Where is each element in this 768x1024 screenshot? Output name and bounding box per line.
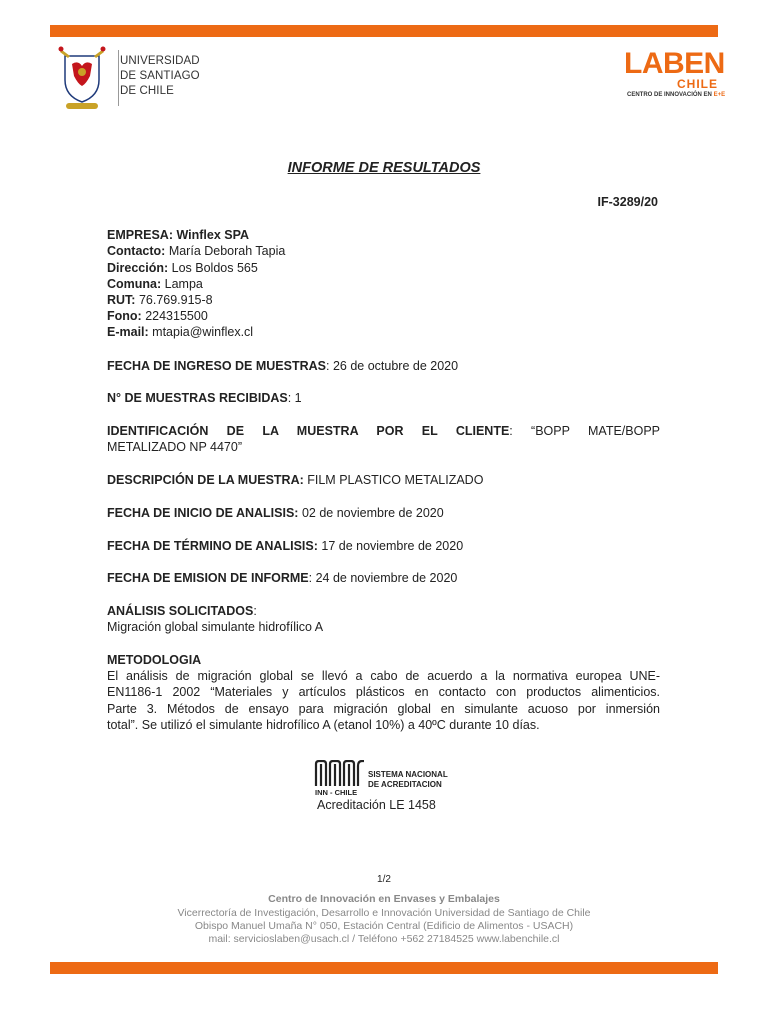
commune-row xyxy=(107,276,660,292)
laben-chile-word: CHILE xyxy=(677,77,718,91)
laben-tagline-main: CENTRO DE INNOVACIÓN EN xyxy=(627,92,714,98)
intake-date-row xyxy=(107,358,660,374)
analysis-end-label: FECHA DE TÉRMINO DE ANALISIS: xyxy=(107,539,318,553)
top-accent-bar xyxy=(50,25,718,37)
intake-date-label: FECHA DE INGRESO DE MUESTRAS xyxy=(107,359,327,373)
samples-count-label: N° DE MUESTRAS RECIBIDAS xyxy=(107,391,288,405)
methodology-line: total”. Se utilizó el simulante hidrofílico A (etanol 10%) a 40ºC durante 10 días. xyxy=(107,718,540,732)
rut-row xyxy=(107,292,660,308)
rut-value: 76.769.915-8 xyxy=(138,293,213,307)
phone-row xyxy=(107,308,660,324)
page-number: 1/2 xyxy=(377,874,391,885)
sample-description-row xyxy=(107,472,660,488)
analysis-start-value: 02 de noviembre de 2020 xyxy=(301,506,444,520)
usach-name xyxy=(120,54,200,99)
accreditation-text: Acreditación LE 1458 xyxy=(317,798,436,812)
company-value: Winflex SPA xyxy=(176,228,250,242)
methodology-heading: METODOLOGIA xyxy=(107,653,202,667)
laben-wordmark: LABEN xyxy=(624,47,725,80)
analysis-start-label: FECHA DE INICIO DE ANALISIS: xyxy=(107,506,299,520)
inn-system-line: SISTEMA NACIONAL xyxy=(368,770,448,779)
laben-chile-logo xyxy=(624,47,726,104)
commune-value: Lampa xyxy=(164,277,203,291)
laben-tagline xyxy=(627,92,725,98)
sample-id-row xyxy=(107,423,660,439)
address-value: Los Boldos 565 xyxy=(171,261,258,275)
sample-description-label: DESCRIPCIÓN DE LA MUESTRA: xyxy=(107,473,304,487)
usach-name-line: DE SANTIAGO xyxy=(120,70,200,82)
inn-system-name xyxy=(368,770,448,789)
inn-mark-icon xyxy=(314,760,366,788)
report-code: IF-3289/20 xyxy=(597,195,658,209)
phone-label: Fono: xyxy=(107,309,142,323)
usach-name-line: DE CHILE xyxy=(120,85,174,97)
issue-date-value: 24 de noviembre de 2020 xyxy=(315,571,458,585)
phone-value: 224315500 xyxy=(145,309,208,323)
email-value: mtapia@winflex.cl xyxy=(152,325,254,339)
samples-count-row xyxy=(107,390,660,406)
logo-divider xyxy=(118,50,119,106)
sample-id-value: METALIZADO NP 4470” xyxy=(107,440,242,454)
issue-date-row xyxy=(107,570,660,586)
inn-chile-logo xyxy=(314,760,454,800)
samples-count-value: 1 xyxy=(294,391,302,405)
usach-crest-icon xyxy=(56,42,108,112)
usach-logo xyxy=(56,42,216,114)
company-label: EMPRESA: xyxy=(107,228,173,242)
contact-value: María Deborah Tapia xyxy=(168,244,286,258)
requested-analysis-value: Migración global simulante hidrofílico A xyxy=(107,620,324,634)
inn-mark-label: INN - CHILE xyxy=(315,788,358,797)
sample-id-row-cont xyxy=(107,439,660,455)
analysis-start-row xyxy=(107,505,660,521)
report-title: INFORME DE RESULTADOS xyxy=(287,160,481,176)
samples-count-separator: : xyxy=(287,391,295,405)
sample-description-value: FILM PLASTICO METALIZADO xyxy=(307,473,484,487)
laben-tagline-accent: E+E xyxy=(713,92,726,98)
rut-label: RUT: xyxy=(107,293,136,307)
email-label: E-mail: xyxy=(107,325,149,339)
sample-id-label: IDENTIFICACIÓN DE LA MUESTRA POR EL CLIENTE xyxy=(107,424,510,438)
methodology-line: El análisis de migración global se llevó a cabo de acuerdo a la normativa europea UNE- xyxy=(107,669,660,683)
contact-row xyxy=(107,243,660,259)
email-row xyxy=(107,324,660,340)
requested-analysis-label: ANÁLISIS SOLICITADOS xyxy=(107,604,254,618)
intake-date-value: 26 de octubre de 2020 xyxy=(332,359,459,373)
address-row xyxy=(107,260,660,276)
methodology-line: Parte 3. Métodos de ensayo para migración global en simulante acuoso por inmersión xyxy=(107,702,660,716)
contact-label: Contacto: xyxy=(107,244,166,258)
bottom-accent-bar xyxy=(50,962,718,974)
analysis-end-row xyxy=(107,538,660,554)
footer-center-name: Centro de Innovación en Envases y Embalajes xyxy=(268,893,500,905)
sample-id-value: : “BOPP MATE/BOPP xyxy=(509,424,661,438)
methodology-line: EN1186-1 2002 “Materiales y artículos plásticos en contacto con productos alimenticios. xyxy=(107,685,660,699)
company-row xyxy=(107,227,660,243)
issue-date-separator: : xyxy=(308,571,316,585)
footer-line: Obispo Manuel Umaña N° 050, Estación Central (Edificio de Alimentos - USACH) xyxy=(194,920,574,932)
commune-label: Comuna: xyxy=(107,277,162,291)
footer-line: mail: servicioslaben@usach.cl / Teléfono +562 27184525 www.labenchile.cl xyxy=(208,933,560,945)
address-label: Dirección: xyxy=(107,261,169,275)
issue-date-label: FECHA DE EMISION DE INFORME xyxy=(107,571,309,585)
footer-line: Vicerrectoría de Investigación, Desarrollo e Innovación Universidad de Santiago de Chile xyxy=(177,907,591,919)
requested-analysis-heading xyxy=(107,603,660,619)
requested-analysis-separator: : xyxy=(253,604,257,618)
inn-system-line: DE ACREDITACION xyxy=(368,779,442,789)
intake-date-separator: : xyxy=(326,359,333,373)
analysis-end-value: 17 de noviembre de 2020 xyxy=(321,539,464,553)
usach-name-line: UNIVERSIDAD xyxy=(120,55,200,67)
